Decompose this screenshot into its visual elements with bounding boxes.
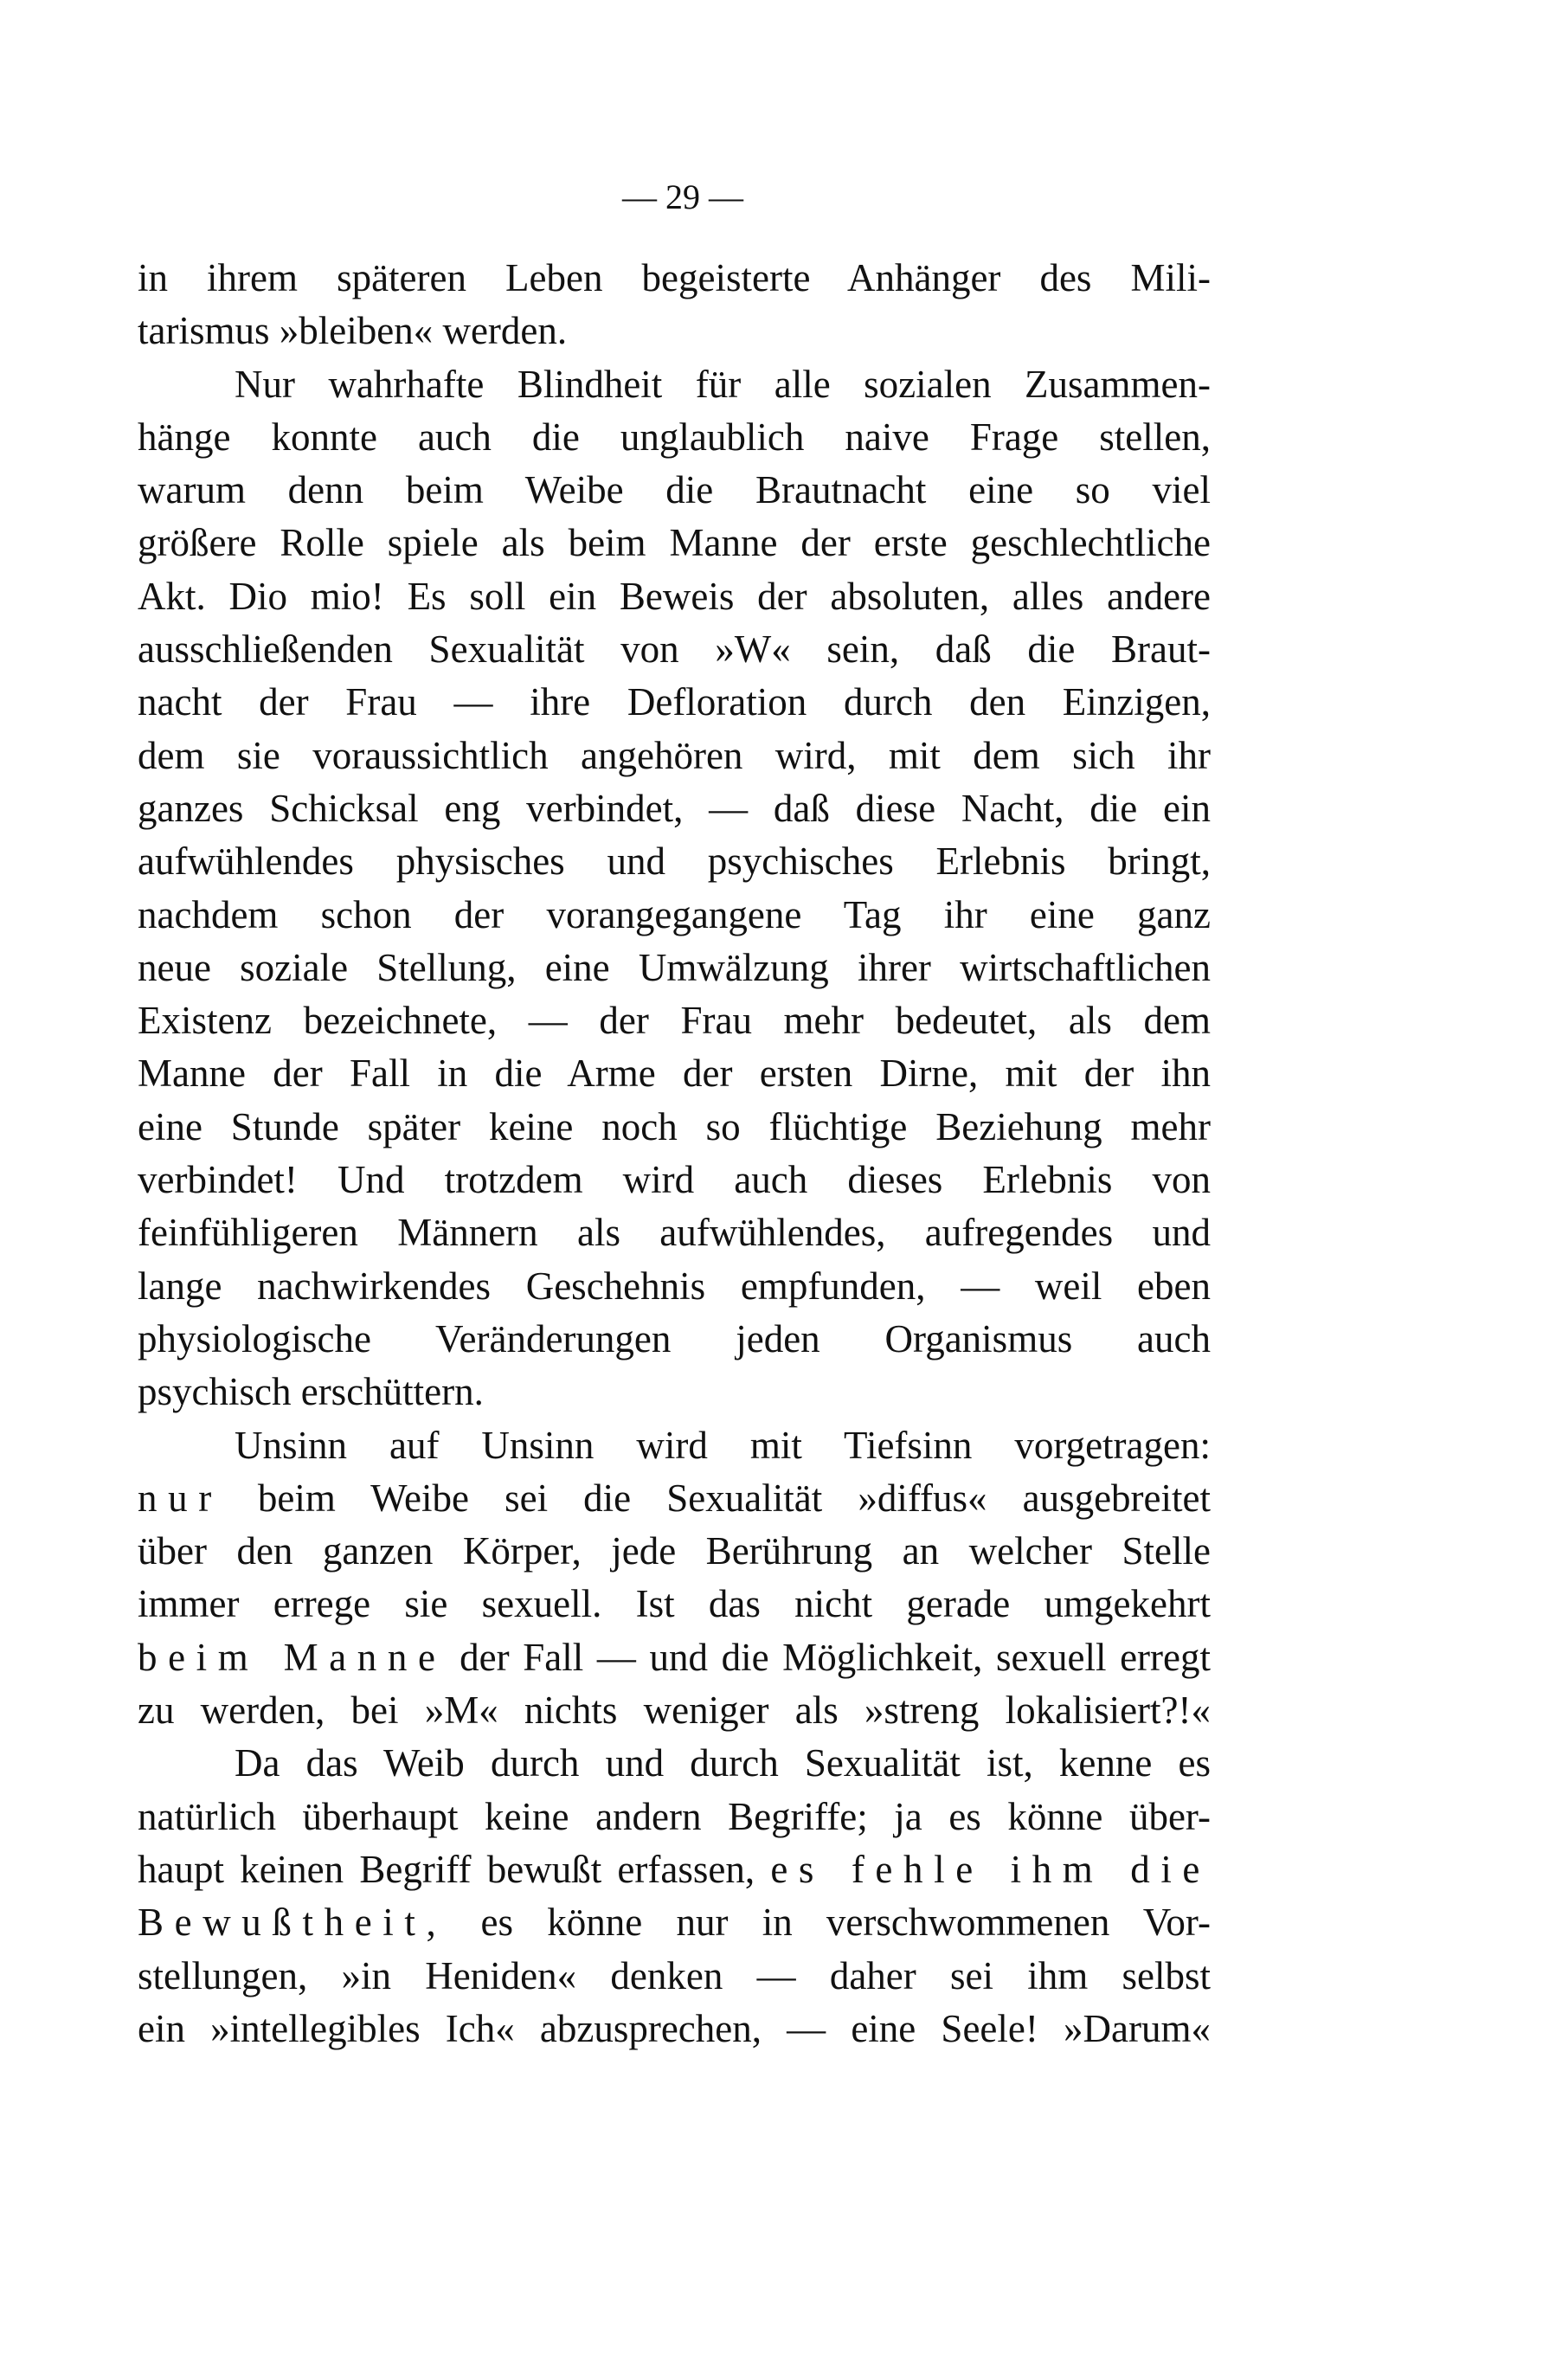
text-segment: dem sie voraussichtlich angehören wird, mit dem sich ihr: [138, 733, 1211, 777]
text-segment: ausschließenden Sexualität von »W« sein, daß die Braut-: [138, 627, 1211, 672]
text-segment: Unsinn auf Unsinn wird mit Tiefsinn vorgetragen:: [235, 1423, 1211, 1467]
text-line: [138, 1047, 1211, 1100]
text-line: [138, 782, 1211, 835]
text-segment: nacht der Frau — ihre Defloration durch den Einzigen,: [138, 680, 1211, 724]
text-segment: feinfühligeren Männern als aufwühlendes, aufregendes und: [138, 1211, 1211, 1255]
text-segment: ein »intellegibles Ich« abzusprechen, — eine Seele! »Darum«: [138, 2006, 1211, 2050]
spaced-emphasis-text: nur: [138, 1476, 222, 1520]
text-segment: hänge konnte auch die unglaublich naive Frage stellen,: [138, 415, 1211, 459]
text-line: [138, 1154, 1211, 1206]
text-segment: größere Rolle spiele als beim Manne der erste geschlechtliche: [138, 521, 1211, 565]
text-line: [138, 305, 1211, 357]
text-line: [138, 252, 1211, 305]
spaced-emphasis-text: beim Manne: [138, 1635, 447, 1679]
text-line: [138, 1419, 1211, 1472]
text-segment: verbindet! Und trotzdem wird auch dieses Erlebnis von: [138, 1158, 1211, 1202]
text-segment: neue soziale Stellung, eine Umwälzung ihrer wirtschaftlichen: [138, 945, 1211, 989]
text-line: [138, 1472, 1211, 1525]
text-line: [138, 464, 1211, 517]
text-line: [138, 623, 1211, 676]
text-line: [138, 1896, 1211, 1949]
text-segment: Nur wahrhafte Blindheit für alle sozialen Zusammen-: [235, 362, 1211, 406]
text-line: [138, 1950, 1211, 2003]
text-line: [138, 1260, 1211, 1313]
text-line: [138, 1737, 1211, 1790]
text-segment: physiologische Veränderungen jeden Organismus auch: [138, 1316, 1211, 1360]
text-segment: es könne nur in verschwommenen Vor-: [447, 1901, 1211, 1945]
text-segment: Existenz bezeichnete, — der Frau mehr bedeutet, als dem: [138, 999, 1211, 1043]
text-segment: natürlich überhaupt keine andern Begriffe; ja es könne über-: [138, 1794, 1211, 1838]
text-line: [138, 2003, 1211, 2055]
text-segment: warum denn beim Weibe die Brautnacht eine so viel: [138, 468, 1211, 512]
text-line: [138, 730, 1211, 782]
text-segment: Da das Weib durch und durch Sexualität ist, kenne es: [235, 1741, 1211, 1785]
spaced-emphasis-text: Bewußtheit,: [138, 1901, 447, 1945]
text-line: [138, 1366, 1211, 1418]
text-line: [138, 835, 1211, 888]
text-line: [138, 1578, 1211, 1631]
text-line: [138, 1206, 1211, 1259]
text-line: [138, 1525, 1211, 1578]
text-line: [138, 570, 1211, 623]
text-segment: Akt. Dio mio! Es soll ein Beweis der absoluten, alles andere: [138, 574, 1211, 618]
text-line: [138, 358, 1211, 411]
text-segment: beim Weibe sei die Sexualität »diffus« ausgebreitet: [222, 1476, 1211, 1520]
text-segment: aufwühlendes physisches und psychisches Erlebnis bringt,: [138, 839, 1211, 884]
text-line: [138, 1684, 1211, 1737]
page-number: — 29 —: [622, 177, 743, 216]
text-segment: in ihrem späteren Leben begeisterte Anhänger des Mili-: [138, 256, 1211, 299]
text-line: [138, 994, 1211, 1047]
text-segment: psychisch erschüttern.: [138, 1370, 484, 1414]
text-line: [138, 411, 1211, 464]
text-segment: tarismus »bleiben« werden.: [138, 309, 568, 353]
text-segment: stellungen, »in Heniden« denken — daher sei ihm selbst: [138, 1953, 1211, 1997]
text-segment: immer errege sie sexuell. Ist das nicht gerade umgekehrt: [138, 1582, 1211, 1626]
spaced-emphasis-text: es fehle ihm die: [770, 1847, 1212, 1891]
text-line: [138, 1313, 1211, 1366]
text-line: [138, 517, 1211, 569]
text-line: [138, 1791, 1211, 1843]
text-segment: lange nachwirkendes Geschehnis empfunden, — weil eben: [138, 1264, 1211, 1308]
text-segment: nachdem schon der vorangegangene Tag ihr eine ganz: [138, 892, 1211, 936]
text-line: [138, 1631, 1211, 1684]
text-line: [138, 1843, 1211, 1896]
text-segment: der Fall — und die Möglichkeit, sexuell erregt: [446, 1635, 1212, 1679]
text-line: [138, 889, 1211, 942]
body-text: [138, 252, 1211, 2055]
text-segment: zu werden, bei »M« nichts weniger als »streng lokalisiert?!«: [138, 1689, 1211, 1733]
text-segment: ganzes Schicksal eng verbindet, — daß diese Nacht, die ein: [138, 786, 1211, 830]
text-segment: haupt keinen Begriff bewußt erfassen,: [138, 1847, 771, 1891]
text-segment: über den ganzen Körper, jede Berührung an welcher Stelle: [138, 1529, 1211, 1573]
text-line: [138, 1101, 1211, 1154]
text-segment: Manne der Fall in die Arme der ersten Dirne, mit der ihn: [138, 1052, 1211, 1096]
text-line: [138, 942, 1211, 994]
text-segment: eine Stunde später keine noch so flüchtige Beziehung mehr: [138, 1104, 1211, 1148]
text-line: [138, 676, 1211, 729]
